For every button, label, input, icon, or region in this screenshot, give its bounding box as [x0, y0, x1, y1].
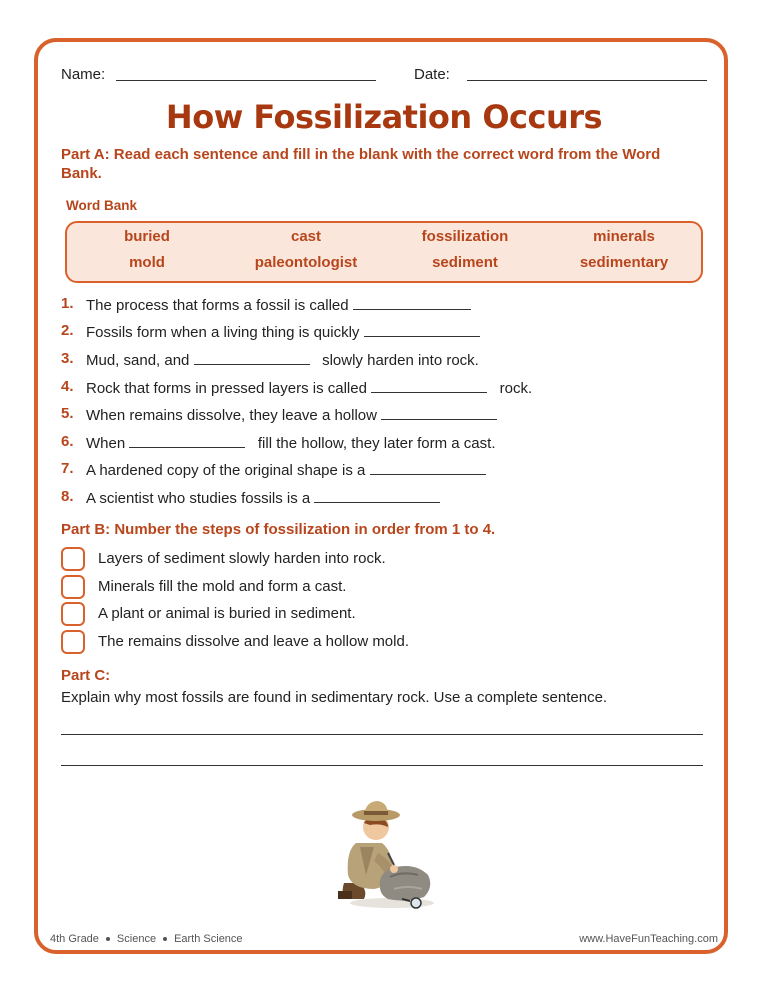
name-field[interactable]	[116, 80, 376, 81]
question-text-after: fill the hollow, they later form a cast.	[257, 435, 496, 452]
step-text: Minerals fill the mold and form a cast.	[98, 578, 347, 595]
footer-topic: Earth Science	[174, 933, 243, 945]
word-bank-item: sediment	[432, 254, 498, 271]
word-bank-item: cast	[290, 228, 322, 245]
question-number: 7.	[61, 460, 74, 477]
date-field[interactable]	[467, 80, 707, 81]
step-number-box[interactable]	[61, 630, 85, 654]
question-text: Fossils form when a living thing is quickly	[86, 324, 360, 341]
word-bank-item: paleontologist	[254, 254, 358, 271]
part-c-prompt: Explain why most fossils are found in sedimentary rock. Use a complete sentence.	[61, 689, 608, 706]
word-bank-item: sedimentary	[579, 254, 669, 271]
question-number: 8.	[61, 488, 74, 505]
page-title: How Fossilization Occurs	[165, 98, 603, 136]
bullet-icon	[163, 937, 167, 941]
question-number: 2.	[61, 322, 74, 339]
bullet-icon	[106, 937, 110, 941]
question-text: Mud, sand, and	[86, 352, 190, 369]
step-text: The remains dissolve and leave a hollow mold.	[98, 633, 409, 650]
question-number: 4.	[61, 378, 74, 395]
word-bank-item: fossilization	[421, 228, 509, 245]
word-bank-item: mold	[129, 254, 165, 271]
answer-blank[interactable]	[381, 405, 497, 420]
question-text: When	[86, 435, 126, 452]
answer-blank[interactable]	[370, 460, 486, 475]
footer-subject: Science	[116, 933, 157, 945]
part-a-instruction: Part A: Read each sentence and fill in the blank with the correct word from the Word Bank.	[61, 146, 661, 182]
answer-blank[interactable]	[194, 350, 310, 365]
question-text-after: slowly harden into rock.	[322, 352, 479, 369]
explorer-child-with-rock-icon	[330, 795, 440, 911]
answer-line[interactable]	[61, 765, 703, 766]
step-text: A plant or animal is buried in sediment.	[98, 605, 356, 622]
answer-blank[interactable]	[364, 322, 480, 337]
step-number-box[interactable]	[61, 575, 85, 599]
step-number-box[interactable]	[61, 602, 85, 626]
question-text-after: rock.	[499, 380, 533, 397]
answer-line[interactable]	[61, 734, 703, 735]
question-text: A scientist who studies fossils is a	[86, 490, 311, 507]
date-label: Date:	[414, 66, 450, 83]
question-number: 6.	[61, 433, 74, 450]
step-number-box[interactable]	[61, 547, 85, 571]
question-text: The process that forms a fossil is called	[86, 297, 349, 314]
question-text: A hardened copy of the original shape is a	[86, 462, 366, 479]
question-text: When remains dissolve, they leave a hollow	[86, 407, 377, 424]
question-number: 1.	[61, 295, 74, 312]
word-bank-label: Word Bank	[66, 198, 138, 213]
footer-grade: 4th Grade	[50, 933, 99, 945]
word-bank-item: minerals	[593, 228, 655, 245]
question-number: 5.	[61, 405, 74, 422]
footer-tags	[50, 933, 243, 945]
word-bank	[65, 221, 703, 283]
name-label: Name:	[61, 66, 106, 83]
answer-blank[interactable]	[314, 488, 440, 503]
answer-blank[interactable]	[371, 378, 487, 393]
part-b-instruction: Part B: Number the steps of fossilization in order from 1 to 4.	[61, 521, 496, 538]
part-c-label: Part C:	[61, 667, 111, 684]
answer-blank[interactable]	[129, 433, 245, 448]
question-number: 3.	[61, 350, 74, 367]
answer-blank[interactable]	[353, 295, 471, 310]
footer-website[interactable]: www.HaveFunTeaching.com	[579, 933, 718, 945]
word-bank-item: buried	[124, 228, 170, 245]
step-text: Layers of sediment slowly harden into rock.	[98, 550, 386, 567]
question-text: Rock that forms in pressed layers is called	[86, 380, 367, 397]
